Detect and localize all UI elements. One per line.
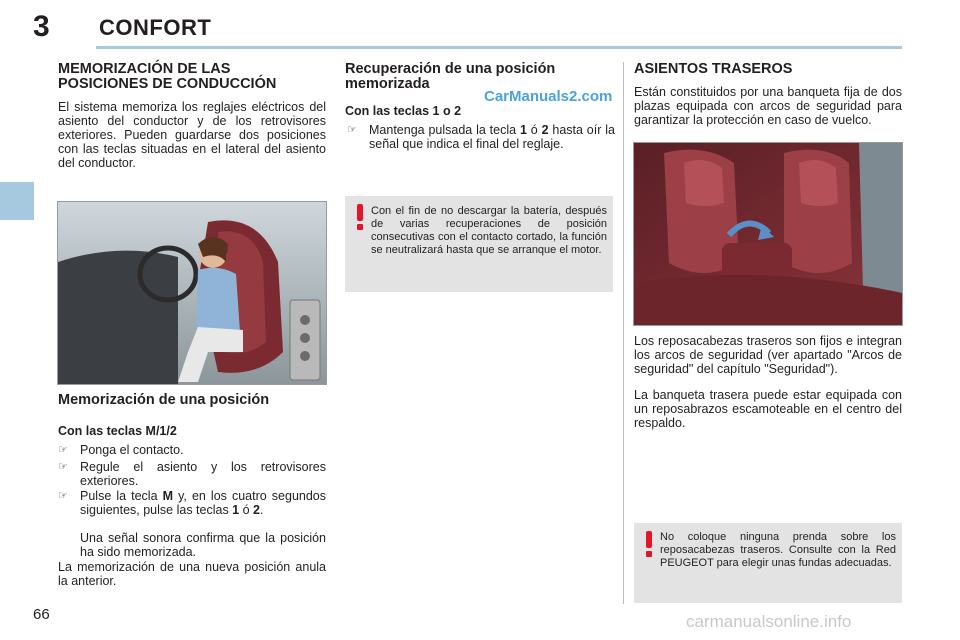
memorization-confirm-text: Una señal sonora confirma que la posición ha sido memorizada. xyxy=(80,531,326,559)
recall-section-title: Recuperación de una posición memorizada xyxy=(345,61,556,92)
driver-seat-illustration xyxy=(58,202,326,384)
chapter-number: 3 xyxy=(33,10,50,43)
bullet-hand-icon: ☞ xyxy=(58,444,68,456)
headrest-warning-box xyxy=(634,523,902,603)
bullet-hand-icon: ☞ xyxy=(58,490,68,502)
rear-seats-illustration xyxy=(634,143,902,325)
memory-section-title: MEMORIZACIÓN DE LAS POSICIONES DE CONDUCCIÓN xyxy=(58,61,277,92)
warning-exclamation-icon xyxy=(353,204,367,230)
bullet-hand-icon: ☞ xyxy=(347,124,357,136)
watermark-bottom: carmanualsonline.info xyxy=(686,612,852,631)
recall-keys-title: Con las teclas 1 o 2 xyxy=(345,104,462,118)
battery-warning-text: Con el fin de no descargar la batería, después de varias recuperaciones de posición consecutivas con el contacto cortado, la función se neutralizará hasta que se arranque el motor. xyxy=(371,205,607,256)
rear-armrest-text: La banqueta trasera puede estar equipada con un reposabrazos escamoteable en el centro del respaldo. xyxy=(634,388,902,430)
bullet-hand-icon: ☞ xyxy=(58,461,68,473)
chapter-title: CONFORT xyxy=(99,15,212,40)
header-rule xyxy=(96,46,902,49)
rear-seats-intro-text: Están constituidos por una banqueta fija de dos plazas equipada con arcos de seguridad para garantizar la protección en caso de vuelco. xyxy=(634,85,902,127)
battery-warning-box xyxy=(345,196,613,292)
memorization-note-text: La memorización de una nueva posición anula la anterior. xyxy=(58,560,326,588)
warning-exclamation-icon xyxy=(642,531,656,557)
memorization-step-1: ☞ Ponga el contacto. xyxy=(58,443,184,457)
page-number: 66 xyxy=(33,606,50,623)
rear-seats-section-title: ASIENTOS TRASEROS xyxy=(634,61,793,77)
memorization-step-2: ☞ Regule el asiento y los retrovisores exteriores. xyxy=(58,460,326,488)
recall-step: ☞ Mantenga pulsada la tecla 1 ó 2 hasta oír la señal que indica el final del reglaje. xyxy=(347,123,615,151)
memory-intro-text: El sistema memoriza los reglajes eléctricos del asiento del conductor y de los retrovisores exteriores. Pueden guardarse dos posiciones con las teclas situadas en el lateral del asiento del conductor. xyxy=(58,100,326,170)
driver-seat-memory-photo xyxy=(57,201,327,385)
rear-seats-photo xyxy=(633,142,903,326)
chapter-side-tab xyxy=(0,182,34,220)
memorization-subsection-title: Memorización de una posición xyxy=(58,392,270,408)
headrest-warning-text: No coloque ninguna prenda sobre los reposacabezas traseros. Consulte con la Red PEUGEOT para elegir unas fundas adecuadas. xyxy=(660,531,896,569)
memorization-keys-title: Con las teclas M/1/2 xyxy=(58,424,177,438)
column-divider xyxy=(623,62,624,604)
rear-headrests-text: Los reposacabezas traseros son fijos e integran los arcos de seguridad (ver apartado "Arcos de seguridad" del capítulo "Seguridad"). xyxy=(634,334,902,376)
watermark-top: CarManuals2.com xyxy=(484,88,613,105)
memorization-step-3: ☞ Pulse la tecla M y, en los cuatro segundos siguientes, pulse las teclas 1 ó 2. xyxy=(58,489,326,517)
